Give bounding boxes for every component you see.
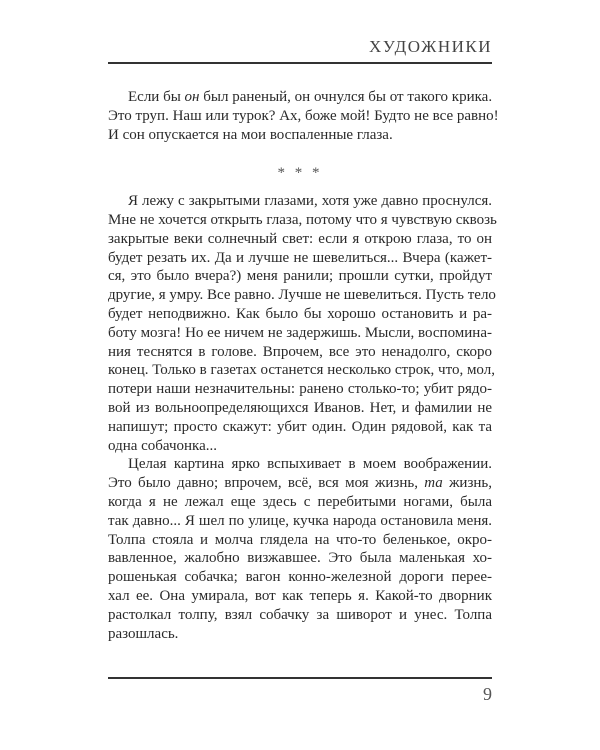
text-segment: напишут; просто скажут: убит один. Один рядовой, как та	[108, 418, 492, 435]
text-segment: ния теснятся в голове. Впрочем, все это ненадолго, скоро	[108, 343, 492, 360]
paragraph-3	[108, 455, 492, 643]
text-line	[108, 88, 492, 107]
text-line	[108, 625, 492, 644]
text-segment: закрытые веки солнечный свет: если я открою глаза, то он	[108, 230, 492, 247]
footer-rule	[108, 677, 492, 679]
text-segment: так давно... Я шел по улице, кучка народа остановила меня.	[108, 512, 492, 529]
text-segment: другие, я умру. Все равно. Лучше не шевелиться. Пусть тело	[108, 287, 496, 304]
text-segment: будет неподвижно. Как было бы хорошо остановить и ра-	[108, 305, 492, 322]
text-segment: когда я не лежал еще здесь с перебитыми ногами, была	[108, 493, 492, 510]
text-line	[108, 107, 499, 126]
section-separator: * * *	[277, 165, 323, 182]
text-segment: Это было давно; впрочем, всё, вся моя жизнь,	[108, 475, 425, 492]
text-segment: одна собачонка...	[108, 437, 218, 454]
header-rule	[108, 62, 492, 64]
text-line	[108, 568, 492, 587]
text-segment: вой из вольноопределяющихся Иванов. Нет, и фамилии не	[108, 399, 492, 416]
paragraph-1	[108, 88, 499, 144]
text-segment: Если бы	[128, 89, 185, 105]
text-segment: растолкал толпу, взял собачку за шиворот и унес. Толпа	[108, 606, 492, 623]
text-line	[108, 531, 492, 550]
text-segment: потери наши незначительны: ранено столько-то; убит рядо-	[108, 381, 492, 398]
text-segment: будет резать их. Да и лучше не шевелиться... Вчера (кажет-	[108, 249, 492, 266]
text-line	[108, 230, 492, 249]
text-line	[108, 437, 492, 456]
text-line	[108, 380, 492, 399]
text-segment: ся, это было вчера?) меня ранили; прошли сутки, пройдут	[108, 268, 492, 285]
text-line	[108, 305, 492, 324]
text-line	[108, 324, 492, 343]
text-segment: Это труп. Наш или турок? Ах, боже мой! Будто не все равно!	[108, 107, 499, 124]
paragraph-2	[108, 192, 497, 455]
page-body	[108, 88, 499, 643]
text-segment: Целая картина ярко вспыхивает в моем воображении.	[128, 456, 492, 473]
running-header: ХУДОЖНИКИ	[369, 37, 492, 56]
text-line	[108, 418, 492, 437]
text-line	[108, 455, 492, 474]
text-segment: Мне не хочется открыть глаза, потому что я чувствую сквозь	[108, 211, 497, 228]
text-line	[108, 606, 492, 625]
text-segment: конец. Только в газетах останется несколько строк, что, мол,	[108, 362, 495, 379]
text-line	[108, 286, 496, 305]
text-line	[108, 343, 492, 362]
italic-text: он	[184, 89, 200, 105]
text-line	[108, 267, 492, 286]
italic-text: та	[424, 475, 443, 492]
text-line	[108, 211, 497, 230]
text-line	[108, 126, 492, 145]
text-line	[108, 549, 492, 568]
text-line	[108, 474, 492, 493]
page-number: 9	[483, 684, 492, 704]
text-line	[108, 249, 492, 268]
text-segment: вавленное, жалобно визжавшее. Это была маленькая хо-	[108, 550, 492, 567]
text-line	[108, 493, 492, 512]
text-segment: рошенькая собачка; вагон конно-железной дороги перее-	[108, 569, 492, 586]
text-line	[108, 587, 492, 606]
text-segment: был раненый, он очнулся бы от такого крика.	[199, 89, 493, 105]
text-segment: разошлась.	[108, 625, 179, 642]
text-line	[108, 399, 492, 418]
text-line	[108, 361, 495, 380]
text-segment: И сон опускается на мои воспаленные глаза.	[108, 126, 393, 143]
text-line	[108, 512, 492, 531]
text-segment: Я лежу с закрытыми глазами, хотя уже давно проснулся.	[128, 193, 492, 210]
text-line	[108, 192, 492, 211]
text-segment: хал ее. Она умирала, вот как теперь я. Какой-то дворник	[108, 587, 492, 604]
text-segment: жизнь,	[442, 475, 493, 492]
text-segment: Толпа стояла и молча глядела на что-то беленькое, окро-	[108, 531, 492, 548]
text-segment: боту мозга! Но ее ничем не задержишь. Мысли, воспомина-	[108, 324, 492, 341]
